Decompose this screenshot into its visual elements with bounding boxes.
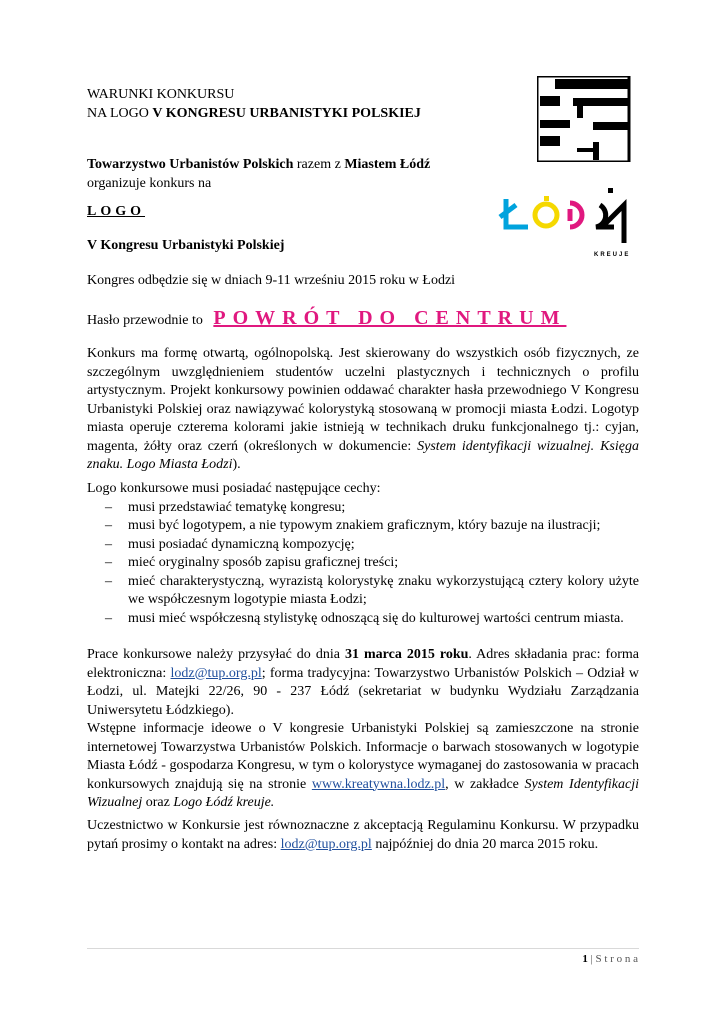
- footer-page-label: S t r o n a: [595, 953, 638, 965]
- congress-name: V Kongresu Urbanistyki Polskiej: [87, 238, 285, 253]
- intro-document-reference: System identyfikacji wizualnej. Księga znaku. Logo Miasta Łodzi: [87, 438, 639, 472]
- kreuje-caption: KREUJE: [594, 252, 631, 258]
- header-line-1: WARUNKI KONKURSU: [87, 87, 235, 102]
- list-item: – mieć oryginalny sposób zapisu graficznej treści;: [87, 554, 639, 573]
- submission-email-link[interactable]: lodz@tup.org.pl: [170, 665, 262, 681]
- footer-separator: |: [587, 953, 596, 965]
- organizer-line-1: Towarzystwo Urbanistów Polskich razem z Miastem Łódź: [87, 157, 431, 172]
- header-line-2: NA LOGO V KONGRESU URBANISTYKI POLSKIEJ: [87, 105, 421, 121]
- kreatywna-website-link[interactable]: www.kreatywna.lodz.pl: [311, 776, 446, 792]
- organizer-name: Towarzystwo Urbanistów Polskich: [87, 157, 294, 172]
- list-item: – musi przedstawiać tematykę kongresu;: [87, 499, 639, 518]
- organizer-line-2: organizuje konkurs na: [87, 175, 212, 191]
- tup-logo: [537, 76, 633, 162]
- list-item: – musi posiadać dynamiczną kompozycję;: [87, 536, 639, 555]
- page-footer: [540, 953, 638, 965]
- contact-email-link[interactable]: lodz@tup.org.pl: [280, 836, 372, 852]
- letter-l-mark: [500, 199, 528, 227]
- features-intro: Logo konkursowe musi posiadać następujące cechy:: [87, 481, 381, 496]
- features-list: [87, 499, 639, 629]
- participation-paragraph: Uczestnictwo w Konkursie jest równoznaczne z akceptacją Regulaminu Konkursu. W przypadku pytań prosimy o kontakt na adres: lodz@tup.org.pl najpóźniej do dnia 20 marca 2015 roku.: [87, 818, 639, 852]
- info-tab-name-1: System Identyfikacji Wizualnej: [87, 776, 639, 810]
- list-item: – mieć charakterystyczną, wyrazistą kolorystykę znaku wykorzystującą cztery kolory użyte we współczesnym logotypie miasta Łodzi;: [87, 573, 639, 610]
- intro-paragraph: Konkurs ma formę otwartą, ogólnopolską. Jest skierowany do wszystkich osób fizycznych, ze szczególnym uwzględnieniem studentów uczelni plastycznych i technicznych o profilu artystycznym. Projekt konkursowy powinien oddawać charakter hasła przewodniego V Kongresu Urbanistyki Polskiej oraz nawiązywać kolorystyką stosowaną w promocji miasta Łodzi. Logotyp miasta operuje czterema kolorami jakie istnieją w technikach druku funkcjonalnego tj.: cyjan, magenta, żółty oraz czerń (określonych w dokumencie: System identyfikacji wizualnej. Księga znaku. Logo Miasta Łodzi).: [87, 346, 639, 472]
- congress-name-row: [87, 237, 639, 256]
- header-congress-title: V KONGRESU URBANISTYKI POLSKIEJ: [152, 105, 421, 121]
- letter-d-mark: [570, 203, 582, 227]
- letter-z-mark: [596, 188, 624, 243]
- footer-divider: [87, 948, 639, 949]
- letter-o-mark: [535, 196, 557, 226]
- motto-label: Hasło przewodnie to: [87, 313, 203, 328]
- info-tab-name-2: Logo Łódź kreuje.: [173, 795, 275, 810]
- list-item: – musi być logotypem, a nie typowym znakiem graficznym, który bazuje na ilustracji;: [87, 517, 639, 536]
- congress-dates: Kongres odbędzie się w dniach 9-11 wrześniu 2015 roku w Łodzi: [87, 273, 456, 288]
- motto-row: [87, 306, 639, 333]
- submission-deadline: 31 marca 2015 roku: [344, 647, 469, 662]
- list-item: – musi mieć współczesną stylistykę odnoszącą się do kulturowej wartości centrum miasta.: [87, 610, 639, 629]
- motto-value: POWRÓT DO CENTRUM: [213, 307, 567, 329]
- organizer-city: Miastem Łódź: [344, 157, 431, 172]
- info-paragraph: Wstępne informacje ideowe o V kongresie Urbanistyki Polskiej są zamieszczone na stronie internetowej Towarzystwa Urbanistów Polskich. Informacje o barwach stosowanych w logotypie Miasta Łódź - gospodarza Kongresu, w tym o kolorystyce wymaganej do zastosowania w pracach konkursowych znajdują się na stronie www.kreatywna.lodz.pl, w zakładce System Identyfikacji Wizualnej oraz Logo Łódź kreuje.: [87, 721, 639, 810]
- logo-heading: LOGO: [87, 204, 146, 219]
- features-section: [87, 480, 639, 628]
- page-number: 1: [582, 953, 588, 965]
- submission-paragraph: Prace konkursowe należy przysyłać do dnia 31 marca 2015 roku. Adres składania prac: forma elektroniczna: lodz@tup.org.pl; forma tradycyjna: Towarzystwo Urbanistów Polskich – Odział w Łodzi, ul. Matejki 22/26, 90 - 237 Łódź (sekretariat w budynku Wydziału Zarządzania Uniwersytetu Łódzkiego).: [87, 647, 639, 718]
